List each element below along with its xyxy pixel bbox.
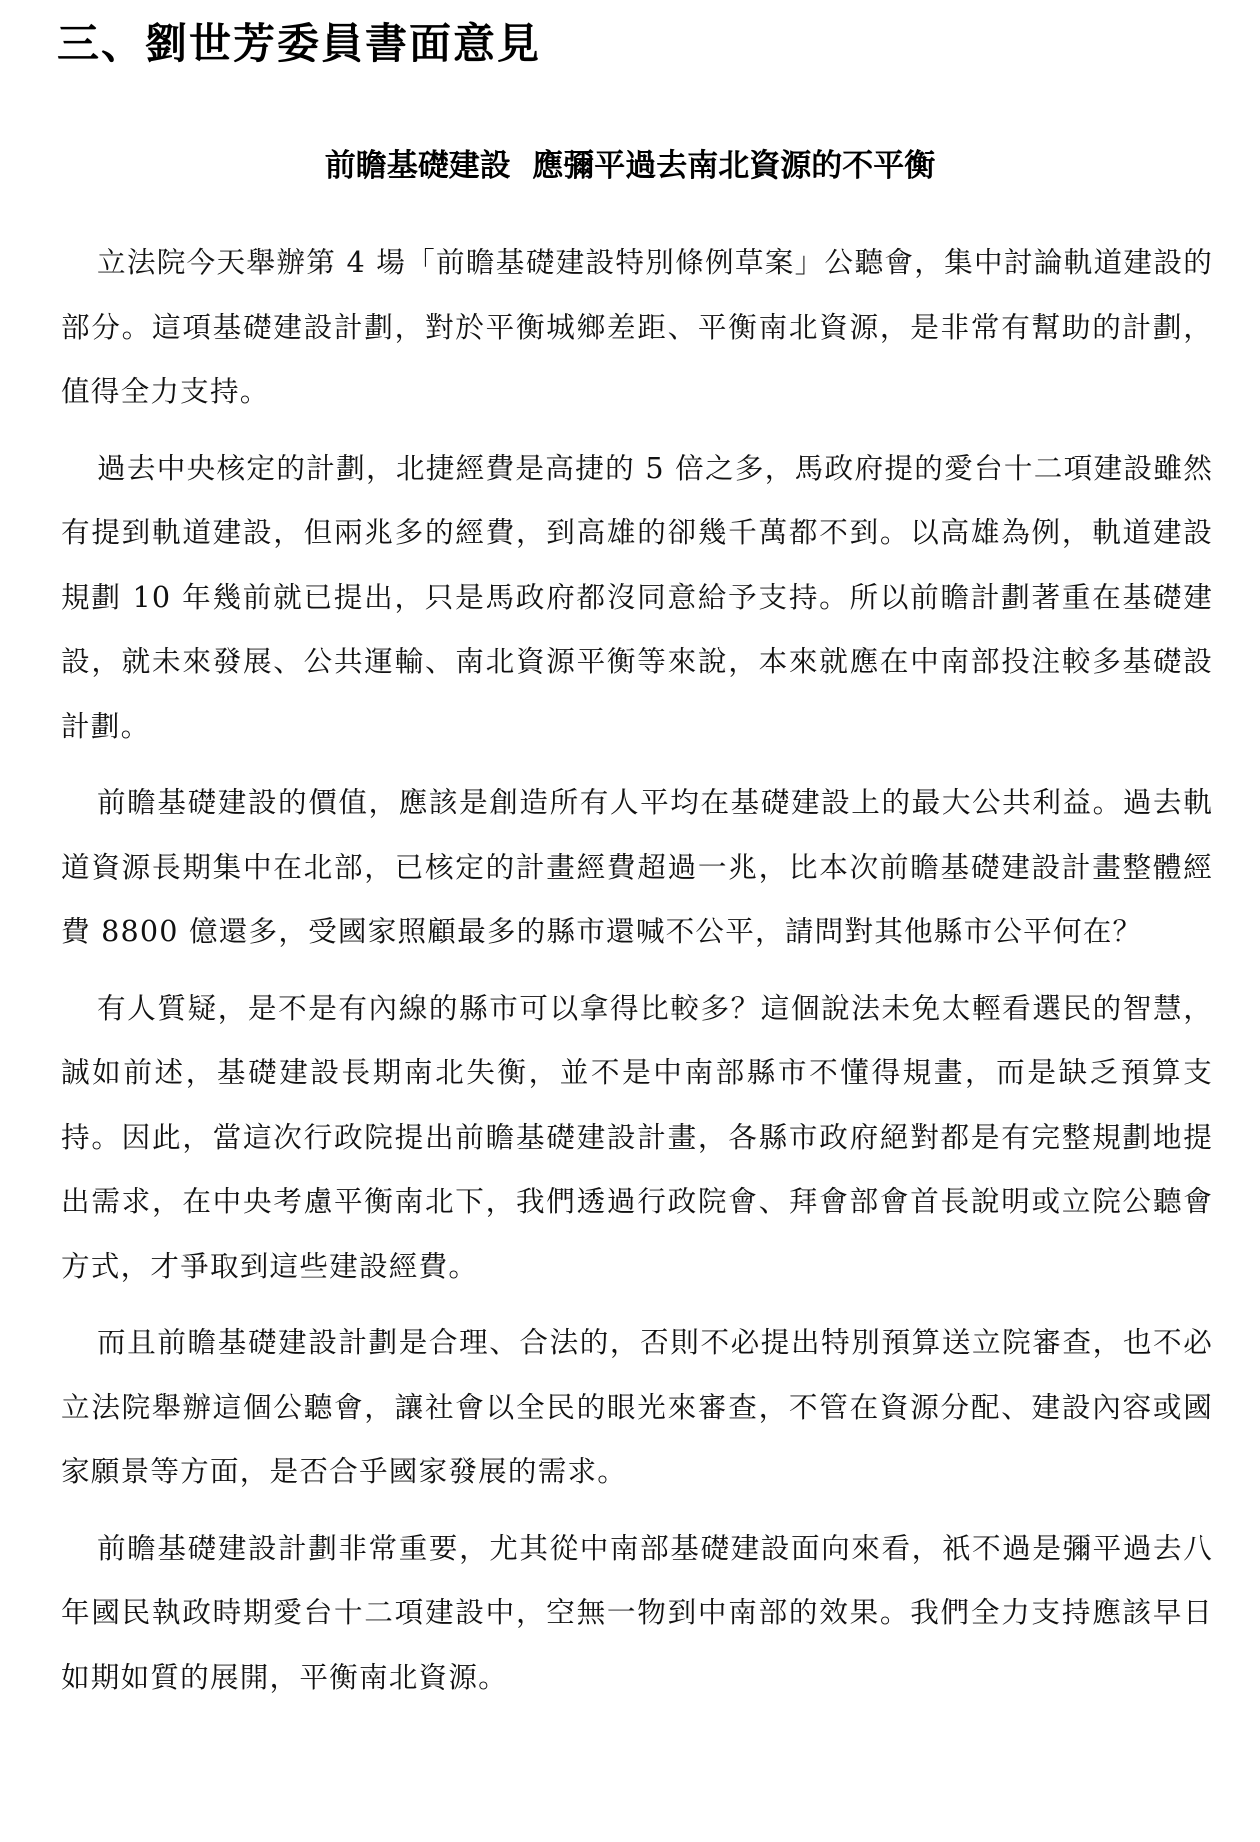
document-body [61, 230, 1213, 1721]
paragraph-2: 過去中央核定的計劃，北捷經費是高捷的 5 倍之多，馬政府提的愛台十二項建設雖然有提到軌道建設，但兩兆多的經費，到高雄的卻幾千萬都不到。以高雄為例，軌道建設規劃 10 年幾前就已提出，只是馬政府都沒同意給予支持。所以前瞻計劃著重在基礎建設，就未來發展、公共運輸、南北資源平衡等來說，本來就應在中南部投注較多基礎設計劃。 [61, 450, 1213, 743]
paragraph-4: 有人質疑，是不是有內線的縣市可以拿得比較多？這個說法未免太輕看選民的智慧，誠如前述，基礎建設長期南北失衡，並不是中南部縣市不懂得規畫，而是缺乏預算支持。因此，當這次行政院提出前瞻基礎建設計畫，各縣市政府絕對都是有完整規劃地提出需求，在中央考慮平衡南北下，我們透過行政院會、拜會部會首長說明或立院公聽會方式，才爭取到這些建設經費。 [61, 990, 1213, 1283]
paragraph-6: 前瞻基礎建設計劃非常重要，尤其從中南部基礎建設面向來看，祇不過是彌平過去八年國民執政時期愛台十二項建設中，空無一物到中南部的效果。我們全力支持應該早日如期如質的展開，平衡南北資源。 [61, 1530, 1213, 1694]
section-heading: 三、劉世芳委員書面意見 [57, 19, 542, 68]
paragraph-5: 而且前瞻基礎建設計劃是合理、合法的，否則不必提出特別預算送立院審查，也不必立法院舉辦這個公聽會，讓社會以全民的眼光來審查，不管在資源分配、建設內容或國家願景等方面，是否合乎國家發展的需求。 [61, 1325, 1213, 1488]
paragraph-1: 立法院今天舉辦第 4 場「前瞻基礎建設特別條例草案」公聽會，集中討論軌道建設的部分。這項基礎建設計劃，對於平衡城鄉差距、平衡南北資源，是非常有幫助的計劃，值得全力支持。 [61, 245, 1213, 408]
document-title: 前瞻基礎建設 應彌平過去南北資源的不平衡 [324, 148, 936, 184]
paragraph-3: 前瞻基礎建設的價值，應該是創造所有人平均在基礎建設上的最大公共利益。過去軌道資源長期集中在北部，已核定的計畫經費超過一兆，比本次前瞻基礎建設計畫整體經費 8800 億還多，受國家照顧最多的縣市還喊不公平，請問對其他縣市公平何在？ [61, 785, 1213, 948]
